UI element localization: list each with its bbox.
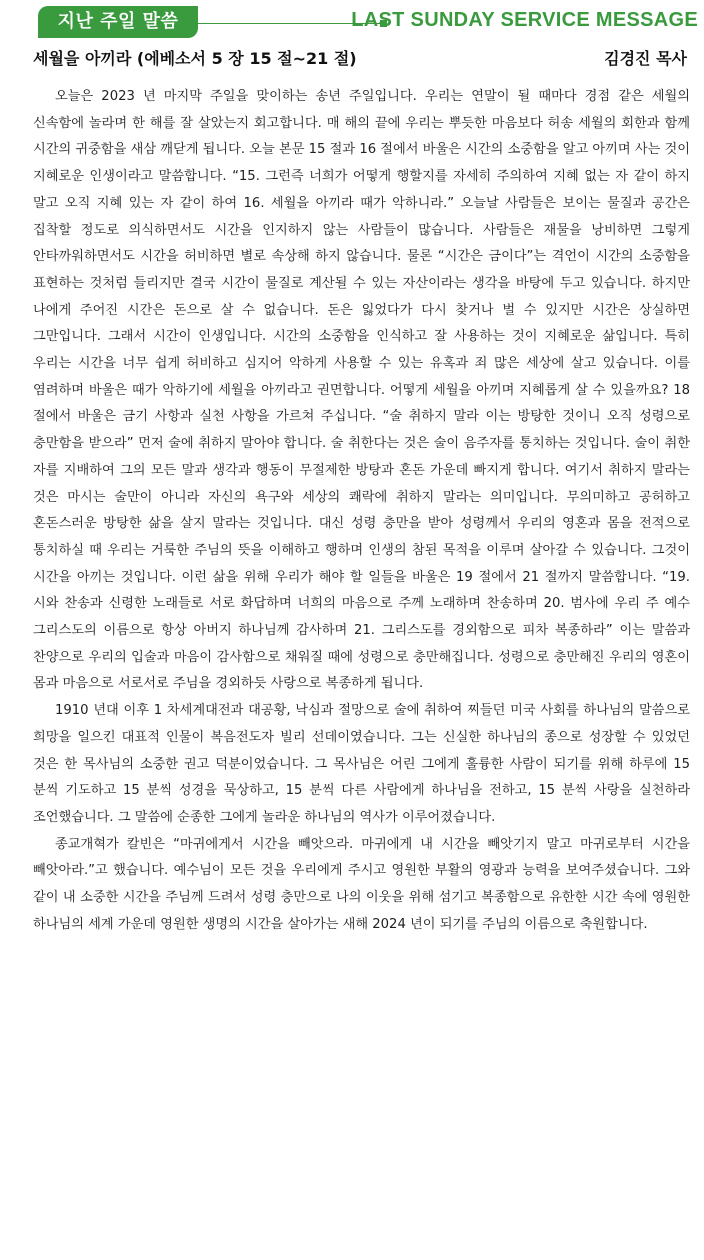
sermon-author: 김경진 목사	[604, 49, 687, 68]
paragraph: 오늘은 2023 년 마지막 주일을 맞이하는 송년 주일입니다. 우리는 연말이 될 때마다 경점 같은 세월의 신속함에 놀라며 한 해를 잘 살았는지 회고합니다. 매 해의 끝에 우리는 뿌듯한 마음보다 허송 세월의 회한과 함께 시간의 귀중함을 새삼 깨닫게 됩니다. 오늘 본문 15 절과 16 절에서 바울은 시간의 소중함을 알고 아끼며 사는 것이 지혜로운 인생이라고 말씀합니다. “15. 그런즉 너희가 어떻게 행할지를 자세히 주의하여 지혜 없는 자 같이 하지 말고 오직 지혜 있는 자 같이 하여 16. 세월을 아끼라 때가 악하니라.” 오늘날 사람들은 보이는 물질과 공간은 집착할 정도로 의식하면서도 시간을 인지하지 않는 사람들이 많습니다. 사람들은 재물을 낭비하면 그렇게 안타까워하면서도 시간을 허비하면 별로 속상해 하지 않습니다. 물론 “시간은 금이다”는 격언이 시간의 소중함을 표현하는 것처럼 들리지만 결국 시간이 물질로 계산될 수 있는 자산이라는 생각을 바탕에 두고 있습니다. 하지만 나에게 주어진 시간은 돈으로 살 수 없습니다. 돈은 잃었다가 다시 찾거나 벌 수 있지만 시간은 상실하면 그만입니다. 그래서 시간이 인생입니다. 시간의 소중함을 인식하고 잘 사용하는 것이 지혜로운 삶입니다. 특히 우리는 시간을 너무 쉽게 허비하고 심지어 악하게 사용할 수 있는 유혹과 죄 많은 세상에 살고 있습니다. 이를 염려하며 바울은 때가 악하기에 세월을 아끼라고 권면합니다. 어떻게 세월을 아끼며 지혜롭게 살 수 있을까요? 18 절에서 바울은 금기 사항과 실천 사항을 가르쳐 주십니다. “술 취하지 말라 이는 방탕한 것이니 오직 성령으로 충만함을 받으라” 먼저 술에 취하지 말아야 합니다. 술 취한다는 것은 술이 음주자를 통치하는 것입니다. 술이 취한 자를 지배하여 그의 모든 말과 생각과 행동이 무절제한 방탕과 혼돈 가운데 빠지게 합니다. 여기서 취하지 말라는 것은 마시는 술만이 아니라 자신의 욕구와 세상의 쾌락에 취하지 말라는 의미입니다. 무의미하고 공허하고 혼돈스러운 방탕한 삶을 살지 말라는 것입니다. 대신 성령 충만을 받아 성령께서 우리의 영혼과 몸을 전적으로 통치하실 때 우리는 거룩한 주님의 뜻을 이해하고 행하며 인생의 참된 목적을 이루며 살아갈 수 있습니다. 그것이 시간을 아끼는 것입니다. 이런 삶을 위해 우리가 해야 할 일들을 바울은 19 절에서 21 절까지 말씀합니다. “19. 시와 찬송과 신령한 노래들로 서로 화답하며 너희의 마음으로 주께 노래하며 찬송하며 20. 범사에 우리 주 예수 그리스도의 이름으로 항상 아버지 하나님께 감사하며 21. 그리스도를 경외함으로 피차 복종하라” 이는 말씀과 찬양으로 우리의 입술과 마음이 감사함으로 채워질 때에 성령으로 충만해집니다. 성령으로 충만해진 우리의 영혼이 몸과 마음으로 서로서로 주님을 경외하듯 사랑으로 복종하게 됩니다.	[33, 89, 690, 692]
sermon-body	[33, 84, 690, 939]
sermon-title: 세월을 아끼라 (에베소서 5 장 15 절~21 절)	[33, 49, 357, 68]
sermon-title-row	[33, 46, 697, 72]
paragraph: 1910 년대 이후 1 차세계대전과 대공황, 낙심과 절망으로 술에 취하여 찌들던 미국 사회를 하나님의 말씀으로 희망을 일으킨 대표적 인물이 복음전도자 빌리 선데이였습니다. 그는 신실한 하나님의 종으로 성장할 수 있었던 것은 한 목사님의 소중한 권고 덕분이었습니다. 그 목사님은 어린 그에게 훌륭한 사람이 되기를 위해 하루에 15 분씩 기도하고 15 분씩 성경을 묵상하고, 15 분씩 다른 사람에게 하나님을 전하고, 15 분씩 사랑을 실천하라 조언했습니다. 그 말씀에 순종한 그에게 놀라운 하나님의 역사가 이루어졌습니다.	[33, 703, 690, 825]
paragraph: 종교개혁가 칼빈은 “마귀에게서 시간을 빼앗으라. 마귀에게 내 시간을 빼앗기지 말고 마귀로부터 시간을 빼앗아라.”고 했습니다. 예수님이 모든 것을 우리에게 주시고 영원한 부활의 영광과 능력을 보여주셨습니다. 그와 같이 내 소중한 시간을 주님께 드려서 성령 충만으로 나의 이웃을 위해 섬기고 복종함으로 유한한 시간 속에 영원한 하나님의 세계 가운데 영원한 생명의 시간을 살아가는 새해 2024 년이 되기를 주님의 이름으로 축원합니다.	[33, 836, 690, 932]
header-badge: 지난 주일 말씀	[38, 6, 198, 38]
header-english-title: LAST SUNDAY SERVICE MESSAGE	[351, 9, 698, 31]
section-header	[38, 6, 698, 38]
